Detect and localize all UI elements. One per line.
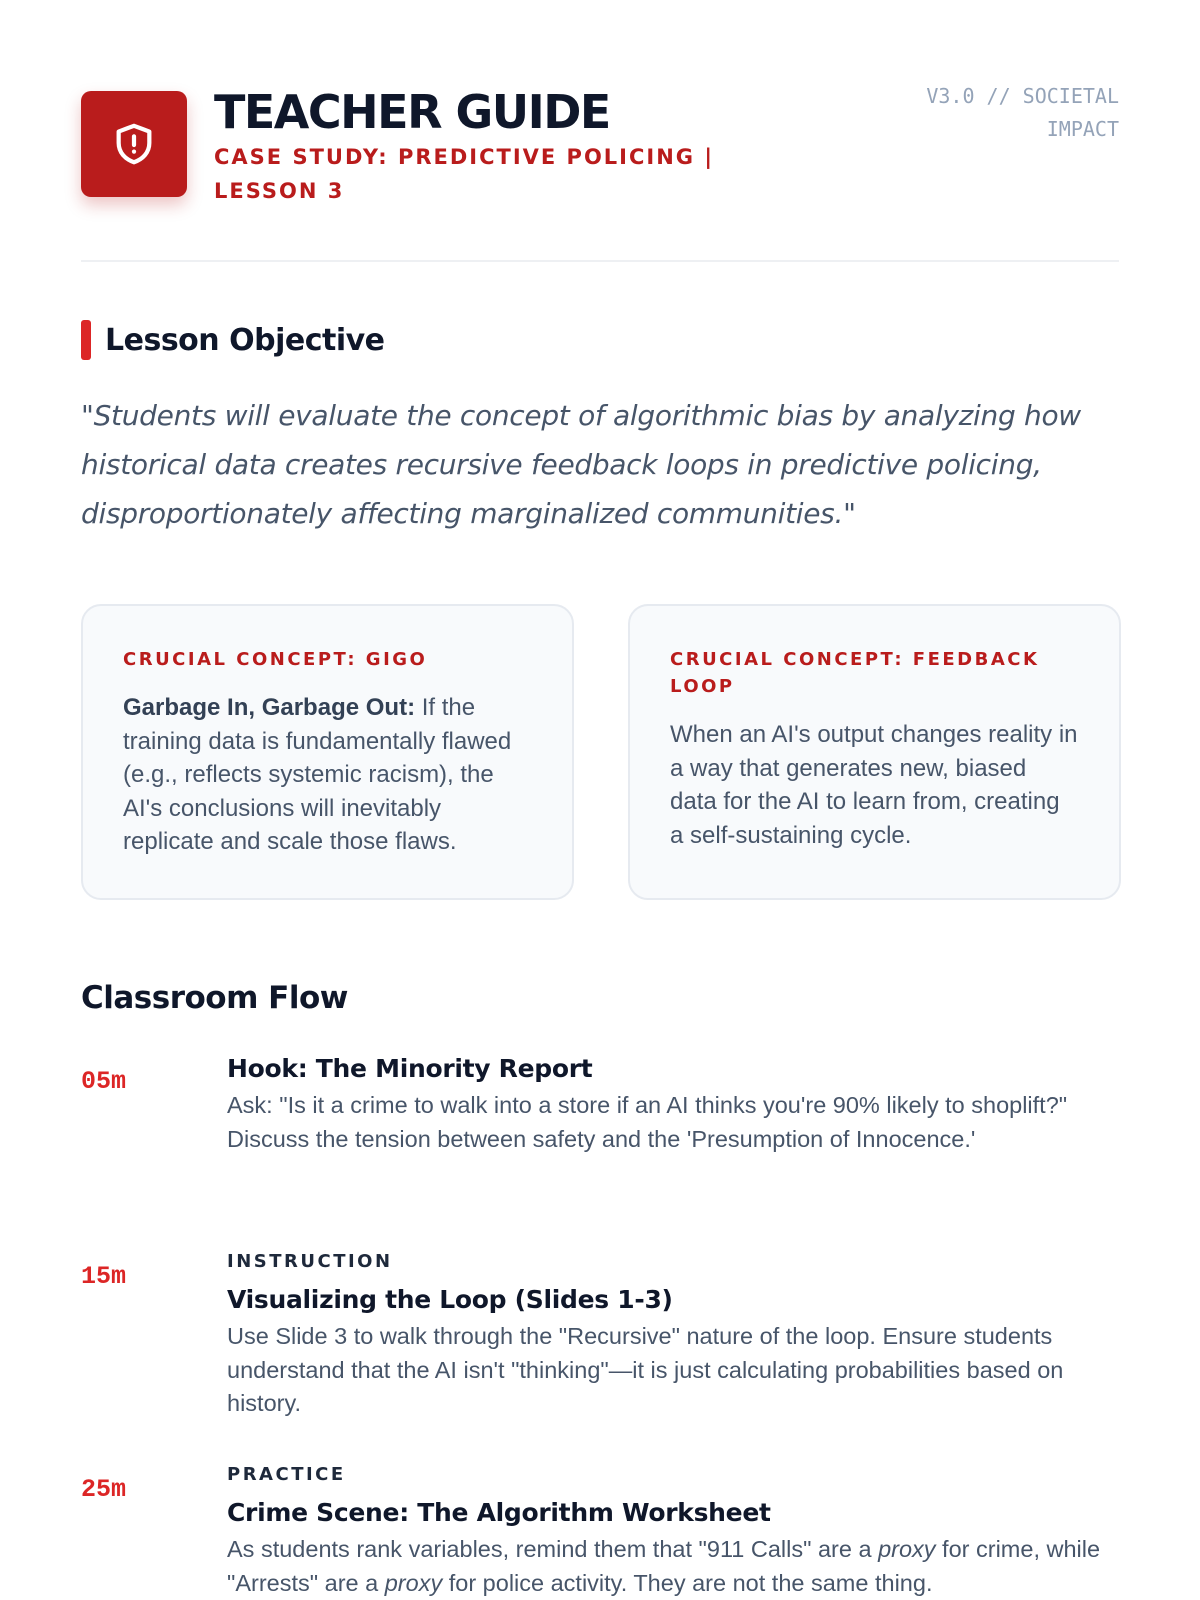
- step-heading: Crime Scene: The Algorithm Worksheet: [227, 1498, 771, 1527]
- version-label: V3.0 // SOCIETAL IMPACT: [926, 84, 1119, 141]
- objective-quote: "Students will evaluate the concept of algorithmic bias by analyzing how historical data creates recursive feedback loops in predictive policing, disproportionately affecting marginalized communities.": [81, 399, 1081, 530]
- concept-label: CRUCIAL CONCEPT: FEEDBACK LOOP: [670, 649, 1040, 697]
- step-phase: INSTRUCTION: [227, 1251, 393, 1272]
- step-content: [227, 1053, 1117, 1156]
- desc-text: As students rank variables, remind them that "911 Calls" are a: [227, 1536, 879, 1562]
- flow-title: Classroom Flow: [81, 980, 348, 1016]
- header: [81, 0, 1119, 262]
- concept-term: Garbage In, Garbage Out:: [123, 694, 416, 721]
- step-description: Ask: "Is it a crime to walk into a store if an AI thinks you're 90% likely to shoplift?" Discuss the tension between safety and the 'Presumption of Innocence.': [227, 1092, 1068, 1152]
- logo: [81, 91, 187, 197]
- concept-label: CRUCIAL CONCEPT: GIGO: [123, 649, 428, 670]
- step-description: Use Slide 3 to walk through the "Recursive" nature of the loop. Ensure students understand that the AI isn't "thinking"—it is just calculating probabilities based on history.: [227, 1323, 1064, 1416]
- step-time: 05m: [81, 1067, 127, 1096]
- concept-card-feedback-loop: [628, 604, 1121, 900]
- accent-bar: [81, 320, 91, 360]
- concept-body: When an AI's output changes reality in a way that generates new, biased data for the AI to learn from, creating a self-sustaining cycle.: [670, 721, 1078, 849]
- page-subtitle: CASE STUDY: PREDICTIVE POLICING | LESSON 3: [214, 145, 715, 203]
- desc-emphasis: proxy: [878, 1536, 936, 1562]
- desc-emphasis: proxy: [384, 1569, 443, 1596]
- step-time: 25m: [81, 1475, 127, 1504]
- step-content: [227, 1463, 1117, 1600]
- desc-text: for crime, while "Arrests" are a: [227, 1536, 1101, 1596]
- concept-card-gigo: [81, 604, 574, 900]
- step-heading: Visualizing the Loop (Slides 1-3): [227, 1285, 673, 1314]
- shield-alert-icon: [111, 121, 157, 167]
- step-content: [227, 1250, 1117, 1421]
- concept-body: [123, 691, 532, 859]
- objective-title: Lesson Objective: [105, 322, 385, 358]
- concept-text: If the training data is fundamentally flawed (e.g., reflects systemic racism), the AI's conclusions will inevitably replicate and scale those flaws.: [123, 694, 512, 855]
- step-time: 15m: [81, 1262, 127, 1291]
- objective-heading: [81, 320, 385, 360]
- step-phase: PRACTICE: [227, 1464, 346, 1485]
- step-description: [227, 1533, 1117, 1600]
- desc-text: for police activity. They are not the same thing.: [442, 1569, 933, 1596]
- step-heading: Hook: The Minority Report: [227, 1054, 593, 1083]
- page-title: TEACHER GUIDE: [214, 85, 610, 139]
